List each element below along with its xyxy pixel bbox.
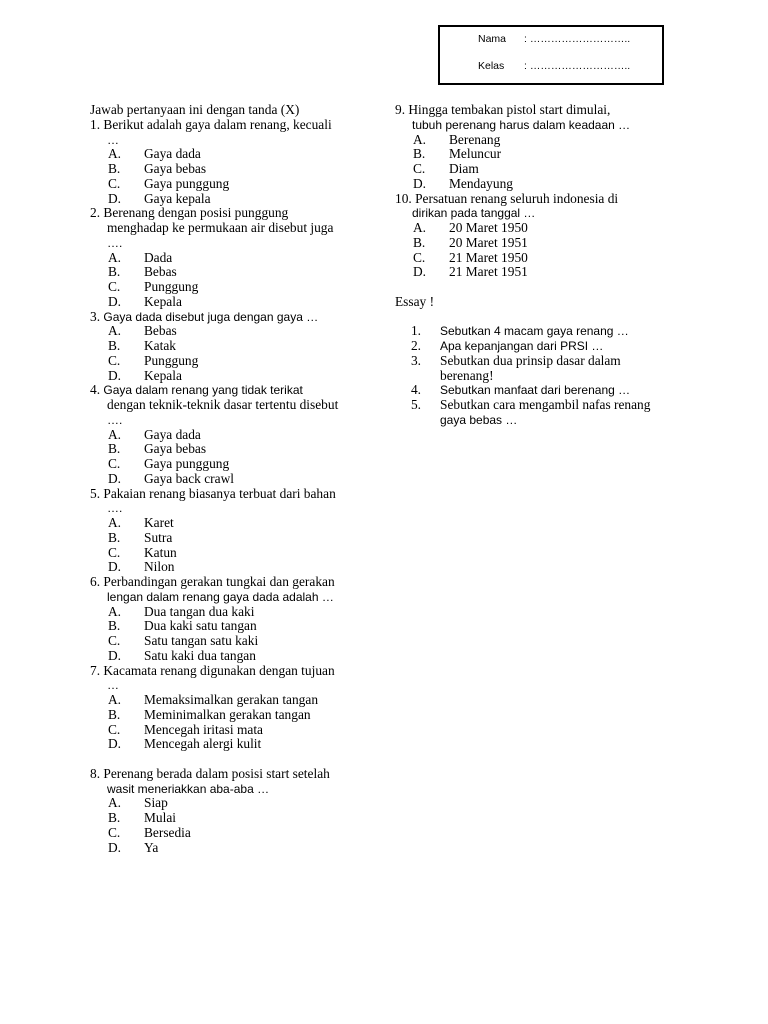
answer-option-d[interactable] — [90, 841, 372, 856]
answer-option-a[interactable] — [395, 221, 687, 236]
option-text: Karet — [144, 515, 174, 530]
answer-option-b[interactable] — [395, 236, 687, 251]
question-9 — [395, 103, 687, 192]
question-text — [90, 206, 372, 221]
option-text: Mulai — [144, 810, 176, 825]
question-10 — [395, 192, 687, 281]
option-letter: C. — [108, 544, 121, 560]
answer-option-d[interactable] — [90, 649, 372, 664]
answer-option-c[interactable] — [90, 457, 372, 472]
option-text: 20 Maret 1950 — [449, 220, 528, 235]
kelas-row — [478, 60, 630, 72]
answer-option-d[interactable] — [90, 472, 372, 487]
option-text: Katak — [144, 338, 176, 353]
option-letter: B. — [413, 234, 426, 250]
answer-option-c[interactable] — [395, 162, 687, 177]
answer-option-c[interactable] — [90, 826, 372, 841]
nama-field[interactable]: : ……………………….. — [524, 33, 631, 45]
question-stem: Persatuan renang seluruh indonesia di — [415, 190, 619, 206]
essay-list — [395, 324, 687, 427]
question-text — [90, 575, 372, 590]
option-text: Nilon — [144, 559, 175, 575]
answer-option-a[interactable] — [90, 605, 372, 620]
option-letter: A. — [108, 323, 122, 339]
essay-number: 5. — [410, 397, 421, 412]
essay-item-3 — [395, 354, 687, 369]
answer-option-b[interactable] — [90, 811, 372, 826]
question-text-continued — [90, 501, 372, 516]
answer-option-a[interactable] — [90, 147, 372, 162]
option-text: Kepala — [144, 293, 182, 309]
option-letter: C. — [108, 721, 121, 737]
question-stem: lengan dalam renang gaya dada adalah … — [107, 589, 334, 604]
question-number: 8. — [90, 765, 104, 781]
question-stem: Pakaian renang biasanya terbuat dari bahan — [103, 485, 336, 501]
option-letter: A. — [108, 795, 122, 811]
option-text: Satu tangan satu kaki — [144, 633, 259, 648]
option-text: Gaya punggung — [144, 175, 230, 191]
option-letter: C. — [108, 175, 121, 191]
option-letter: A. — [108, 249, 122, 265]
option-letter: A. — [108, 603, 122, 619]
question-stem: Hingga tembakan pistol start dimulai, — [408, 102, 611, 117]
question-7 — [90, 664, 372, 753]
question-number: 6. — [90, 574, 104, 589]
option-letter: B. — [108, 810, 121, 825]
option-letter: B. — [108, 161, 121, 176]
instruction: Jawab pertanyaan ini dengan tanda (X) — [90, 102, 300, 117]
essay-text: Sebutkan cara mengambil nafas renang — [440, 397, 651, 412]
option-text: Memaksimalkan gerakan tangan — [144, 692, 319, 707]
question-text-continued — [90, 413, 372, 428]
question-text-continued — [90, 782, 372, 797]
left-column — [90, 103, 372, 855]
option-text: Gaya kepala — [144, 190, 211, 206]
question-8 — [90, 767, 372, 856]
question-text-continued — [90, 678, 372, 693]
option-letter: A. — [108, 426, 122, 442]
option-text: Gaya back crawl — [144, 470, 234, 486]
option-text: Dada — [144, 249, 173, 265]
essay-item-1 — [395, 324, 687, 339]
question-6 — [90, 575, 372, 664]
option-letter: D. — [108, 470, 122, 486]
question-text — [395, 103, 687, 118]
answer-option-d[interactable] — [90, 737, 372, 752]
answer-option-a[interactable] — [90, 251, 372, 266]
question-stem: Berikut adalah gaya dalam renang, kecuali — [103, 116, 332, 132]
answer-option-a[interactable] — [90, 516, 372, 531]
question-number: 1. — [90, 116, 104, 132]
answer-option-c[interactable] — [90, 177, 372, 192]
answer-option-b[interactable] — [90, 708, 372, 723]
option-text: Mencegah alergi kulit — [144, 736, 262, 752]
essay-item-2 — [395, 339, 687, 354]
option-text: Meminimalkan gerakan tangan — [144, 706, 311, 722]
kelas-label: Kelas — [478, 60, 505, 72]
essay-number: 4. — [410, 382, 421, 398]
essay-number: 1. — [410, 323, 421, 339]
option-letter: C. — [108, 456, 121, 471]
question-stem: …. — [107, 412, 123, 427]
answer-option-c[interactable] — [90, 546, 372, 561]
answer-option-c[interactable] — [90, 280, 372, 295]
question-stem: …. — [107, 235, 123, 250]
answer-option-c[interactable] — [90, 723, 372, 738]
question-number: 10. — [395, 190, 416, 206]
answer-option-b[interactable] — [395, 147, 687, 162]
right-column — [395, 103, 687, 428]
option-letter: C. — [413, 161, 426, 176]
essay-item-continued — [395, 369, 687, 384]
option-letter: B. — [108, 441, 121, 457]
option-letter: B. — [108, 338, 121, 353]
option-letter: A. — [413, 131, 427, 147]
question-text — [90, 664, 372, 679]
question-text-continued — [90, 236, 372, 251]
option-text: Ya — [144, 839, 159, 855]
essay-item-5 — [395, 398, 687, 413]
option-letter: C. — [413, 249, 426, 265]
question-stem: Berenang dengan posisi punggung — [103, 205, 289, 221]
question-stem: wasit meneriakkan aba-aba … — [107, 781, 270, 796]
option-letter: B. — [108, 618, 121, 634]
option-letter: C. — [108, 352, 121, 368]
answer-option-a[interactable] — [90, 324, 372, 339]
question-1 — [90, 118, 372, 207]
option-text: Satu kaki dua tangan — [144, 647, 256, 663]
option-letter: D. — [108, 736, 122, 752]
option-text: Siap — [144, 795, 168, 811]
nama-row — [478, 33, 630, 45]
essay-text: Sebutkan dua prinsip dasar dalam — [440, 352, 621, 368]
option-letter: A. — [108, 692, 122, 707]
option-text: Mencegah iritasi mata — [144, 721, 263, 737]
question-text-continued — [395, 206, 687, 221]
question-number: 7. — [90, 662, 104, 678]
answer-option-c[interactable] — [90, 354, 372, 369]
question-text — [90, 487, 372, 502]
essay-item-4 — [395, 383, 687, 398]
student-info-box — [438, 25, 664, 85]
answer-option-d[interactable] — [90, 295, 372, 310]
option-text: Gaya punggung — [144, 456, 230, 471]
option-letter: D. — [108, 190, 122, 206]
answer-option-a[interactable] — [90, 693, 372, 708]
option-letter: B. — [413, 146, 426, 162]
answer-option-a[interactable] — [90, 428, 372, 443]
question-text — [90, 767, 372, 782]
answer-option-d[interactable] — [395, 177, 687, 192]
question-4 — [90, 383, 372, 486]
option-text: Bersedia — [144, 824, 191, 840]
option-letter: C. — [108, 824, 121, 840]
question-text — [395, 192, 687, 207]
answer-option-b[interactable] — [90, 162, 372, 177]
question-text-continued — [90, 590, 372, 605]
option-letter: C. — [108, 279, 121, 294]
option-text: Katun — [144, 544, 177, 560]
option-text: Meluncur — [449, 146, 502, 162]
option-text: Gaya bebas — [144, 441, 207, 457]
question-text-continued — [90, 133, 372, 148]
option-text: 21 Maret 1951 — [449, 264, 528, 280]
question-stem: dirikan pada tanggal … — [412, 206, 536, 221]
question-text-continued — [395, 118, 687, 133]
question-stem: Perbandingan gerakan tungkai dan gerakan — [103, 574, 335, 589]
question-stem: … — [107, 132, 119, 147]
option-text: Punggung — [144, 279, 199, 294]
essay-item-continued — [395, 413, 687, 428]
option-letter: D. — [108, 839, 122, 855]
option-letter: B. — [108, 529, 121, 545]
option-letter: A. — [108, 515, 122, 530]
answer-option-c[interactable] — [90, 634, 372, 649]
option-letter: B. — [108, 264, 121, 280]
question-text — [90, 383, 372, 398]
question-stem: … — [107, 678, 119, 693]
answer-option-b[interactable] — [90, 442, 372, 457]
answer-option-d[interactable] — [90, 560, 372, 575]
option-text: Sutra — [144, 529, 173, 545]
essay-number: 3. — [410, 352, 421, 368]
answer-option-c[interactable] — [395, 251, 687, 266]
question-number: 5. — [90, 485, 104, 501]
option-text: Kepala — [144, 367, 182, 383]
option-text: 20 Maret 1951 — [449, 234, 528, 250]
answer-option-d[interactable] — [395, 265, 687, 280]
nama-label: Nama — [478, 33, 507, 45]
option-letter: D. — [108, 293, 122, 309]
option-letter: D. — [108, 367, 122, 383]
answer-option-a[interactable] — [90, 796, 372, 811]
option-text: Gaya dada — [144, 146, 201, 162]
spacer — [395, 310, 687, 325]
question-number: 3. — [90, 308, 104, 324]
essay-text: Sebutkan 4 macam gaya renang … — [440, 324, 629, 339]
option-text: 21 Maret 1950 — [449, 249, 528, 265]
answer-option-b[interactable] — [90, 531, 372, 546]
question-stem: dengan teknik-teknik dasar tertentu disebut — [107, 397, 339, 412]
option-letter: D. — [108, 559, 122, 575]
essay-text: Sebutkan manfaat dari berenang … — [440, 383, 631, 398]
answer-option-b[interactable] — [90, 339, 372, 354]
question-stem: …. — [107, 501, 123, 516]
question-number: 2. — [90, 205, 104, 221]
option-text: Diam — [449, 161, 479, 176]
option-text: Berenang — [449, 131, 501, 147]
question-text-continued — [90, 221, 372, 236]
option-letter: D. — [108, 647, 122, 663]
answer-option-b[interactable] — [90, 619, 372, 634]
question-stem: Kacamata renang digunakan dengan tujuan — [103, 662, 335, 678]
question-2 — [90, 206, 372, 309]
option-letter: D. — [413, 264, 427, 280]
question-stem: Gaya dada disebut juga dengan gaya … — [103, 309, 319, 324]
question-number: 9. — [395, 102, 409, 117]
option-text: Punggung — [144, 352, 199, 368]
kelas-field[interactable]: : ……………………….. — [524, 60, 631, 72]
question-stem: menghadap ke permukaan air disebut juga — [107, 220, 334, 235]
essay-text: gaya bebas … — [440, 412, 518, 427]
option-text: Gaya dada — [144, 426, 201, 442]
option-text: Mendayung — [449, 175, 513, 191]
essay-text: Apa kepanjangan dari PRSI … — [440, 339, 604, 353]
option-letter: B. — [108, 706, 121, 722]
question-5 — [90, 487, 372, 576]
essay-number: 2. — [410, 338, 421, 353]
answer-option-a[interactable] — [395, 133, 687, 148]
question-text — [90, 118, 372, 133]
option-letter: D. — [413, 175, 427, 191]
option-letter: A. — [413, 220, 427, 235]
option-letter: C. — [108, 633, 121, 648]
answer-option-b[interactable] — [90, 265, 372, 280]
question-stem: Perenang berada dalam posisi start setelah — [103, 765, 330, 781]
answer-option-d[interactable] — [90, 192, 372, 207]
spacer — [395, 280, 687, 295]
question-3 — [90, 310, 372, 384]
option-text: Bebas — [144, 323, 177, 339]
question-stem: tubuh perenang harus dalam keadaan … — [412, 117, 631, 132]
essay-text: berenang! — [440, 367, 494, 383]
option-text: Gaya bebas — [144, 161, 207, 176]
option-text: Dua kaki satu tangan — [144, 618, 257, 634]
question-number: 4. — [90, 382, 104, 398]
question-text — [90, 310, 372, 325]
option-letter: A. — [108, 146, 122, 162]
essay-title: Essay ! — [395, 293, 435, 309]
answer-option-d[interactable] — [90, 369, 372, 384]
option-text: Dua tangan dua kaki — [144, 603, 255, 619]
question-stem: Gaya dalam renang yang tidak terikat — [103, 383, 303, 398]
spacer — [90, 752, 372, 767]
question-text-continued — [90, 398, 372, 413]
option-text: Bebas — [144, 264, 177, 280]
